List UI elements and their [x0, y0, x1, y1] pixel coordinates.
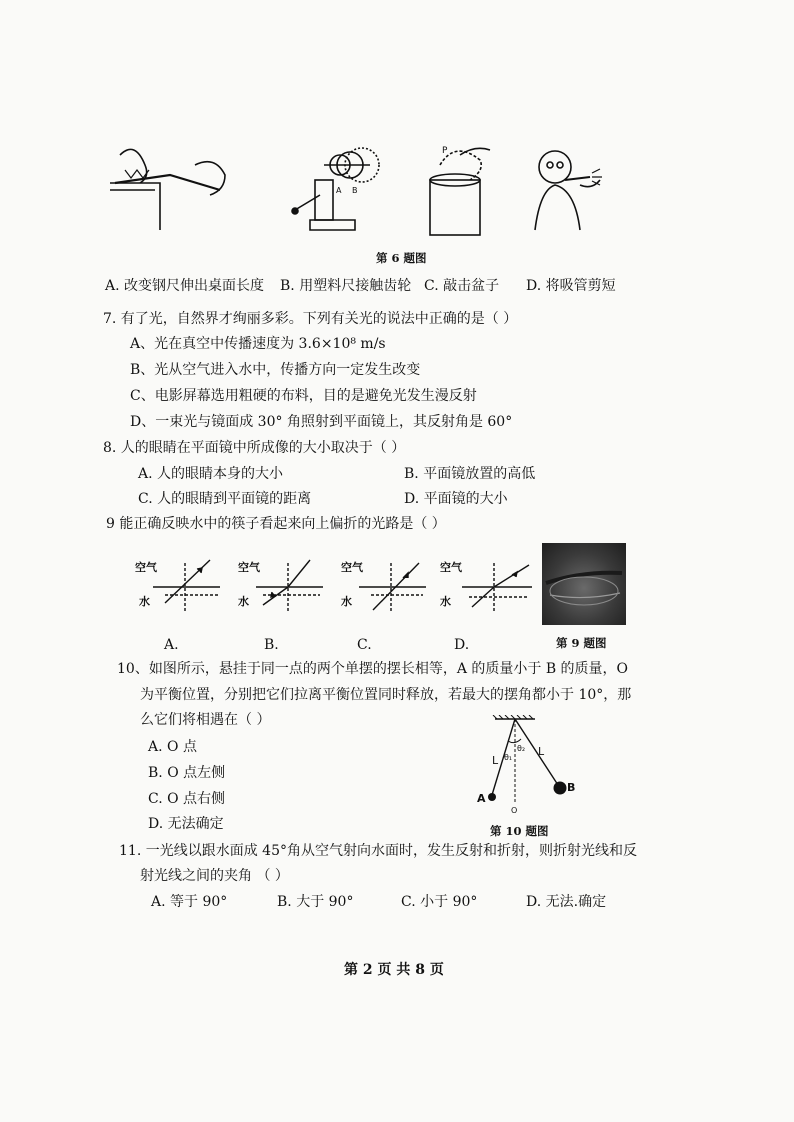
- q10-label-theta2: θ₂: [517, 744, 526, 753]
- man-with-straw-illustration: [535, 151, 602, 230]
- q8-stem: 8. 人的眼睛在平面镜中所成像的大小取决于（ ）: [103, 440, 406, 456]
- q10-label-a: A: [477, 792, 486, 805]
- q10-stem-line1: 10、如图所示，悬挂于同一点的两个单摆的摆长相等，A 的质量小于 B 的质量，O: [117, 661, 629, 677]
- q9-air-label-c: 空气: [341, 561, 363, 574]
- q9-water-label-d: 水: [440, 595, 451, 608]
- q10-label-b: B: [567, 781, 576, 794]
- q9-diagram-b: [256, 560, 323, 613]
- q10-label-o: O: [511, 806, 518, 815]
- q6-illustrations: [100, 135, 640, 245]
- q6-option-a: A. 改变钢尺伸出桌面长度: [105, 278, 265, 294]
- q11-stem-line1: 11. 一光线以跟水面成 45°角从空气射向水面时，发生反射和折射，则折射光线和反: [119, 843, 637, 859]
- q9-option-b: B.: [264, 637, 279, 653]
- q8-option-a: A. 人的眼睛本身的大小: [138, 466, 284, 482]
- q9-water-label-b: 水: [238, 595, 249, 608]
- q9-water-label-a: 水: [139, 595, 150, 608]
- q6-option-c: C. 敲击盆子: [424, 278, 500, 294]
- q7-option-d: D、一束光与镜面成 30° 角照射到平面镜上，其反射角是 60°: [130, 414, 513, 430]
- q9-stem: 9 能正确反映水中的筷子看起来向上偏折的光路是（ ）: [106, 516, 446, 532]
- q10-option-d: D. 无法确定: [148, 816, 224, 832]
- q6-figure: [100, 135, 640, 245]
- q10-option-a: A. O 点: [148, 739, 197, 755]
- q8-option-b: B. 平面镜放置的高低: [404, 466, 536, 482]
- q7-option-b: B、光从空气进入水中，传播方向一定发生改变: [130, 362, 421, 378]
- q11-option-c: C. 小于 90°: [401, 894, 478, 910]
- gear-label-a: A: [336, 186, 342, 195]
- q10-caption: 第 10 题图: [490, 824, 549, 838]
- q9-photo: [542, 543, 626, 625]
- q11-option-b: B. 大于 90°: [277, 894, 354, 910]
- q9-water-label-c: 水: [341, 595, 352, 608]
- q6-caption: 第 6 题图: [376, 251, 427, 265]
- bob-b: [554, 782, 567, 795]
- q10-label-l-right: L: [538, 745, 545, 758]
- q9-diagram-c: [359, 563, 426, 613]
- q9-caption: 第 9 题图: [556, 636, 607, 650]
- q9-option-d: D.: [454, 637, 470, 653]
- q7-option-a: A、光在真空中传播速度为 3.6×10⁸ m/s: [130, 336, 386, 352]
- q11-option-d: D. 无法.确定: [526, 894, 607, 910]
- q9-option-a: A.: [164, 637, 179, 653]
- ruler-on-table-illustration: [110, 149, 225, 230]
- q11-option-a: A. 等于 90°: [151, 894, 228, 910]
- q6-option-b: B. 用塑料尺接触齿轮: [280, 278, 412, 294]
- bob-a: [488, 793, 496, 801]
- q9-air-label-a: 空气: [135, 561, 157, 574]
- q8-option-c: C. 人的眼睛到平面镜的距离: [138, 491, 312, 507]
- q10-option-b: B. O 点左侧: [148, 765, 226, 781]
- q11-stem-line2: 射光线之间的夹角 （ ）: [140, 868, 289, 884]
- q9-air-label-d: 空气: [440, 561, 462, 574]
- q10-pendulum-diagram: [470, 715, 590, 815]
- q10-stem-line2: 为平衡位置，分别把它们拉离平衡位置同时释放，若最大的摆角都小于 10°，那: [140, 687, 632, 703]
- page-footer: 第 2 页 共 8 页: [344, 962, 444, 978]
- q7-stem: 7. 有了光，自然界才绚丽多彩。下列有关光的说法中正确的是（ ）: [103, 311, 518, 327]
- q8-option-d: D. 平面镜的大小: [404, 491, 508, 507]
- gear-apparatus-illustration: [292, 148, 379, 230]
- q9-diagram-d: [462, 563, 532, 613]
- q9-option-c: C.: [357, 637, 372, 653]
- q7-option-c: C、电影屏幕选用粗硬的布料，目的是避免光发生漫反射: [130, 388, 477, 404]
- basin-illustration: [430, 146, 490, 235]
- q6-option-d: D. 将吸管剪短: [526, 278, 616, 294]
- q10-option-c: C. O 点右侧: [148, 791, 226, 807]
- q10-stem-line3: 么它们将相遇在（ ）: [140, 712, 271, 728]
- q10-label-l-left: L: [492, 754, 499, 767]
- q9-diagrams: [125, 555, 535, 625]
- q9-diagram-a: [153, 560, 220, 613]
- gear-label-b: B: [352, 186, 358, 195]
- q10-label-theta1: θ₁: [504, 753, 513, 762]
- svg-text:P: P: [442, 146, 448, 156]
- q9-air-label-b: 空气: [238, 561, 260, 574]
